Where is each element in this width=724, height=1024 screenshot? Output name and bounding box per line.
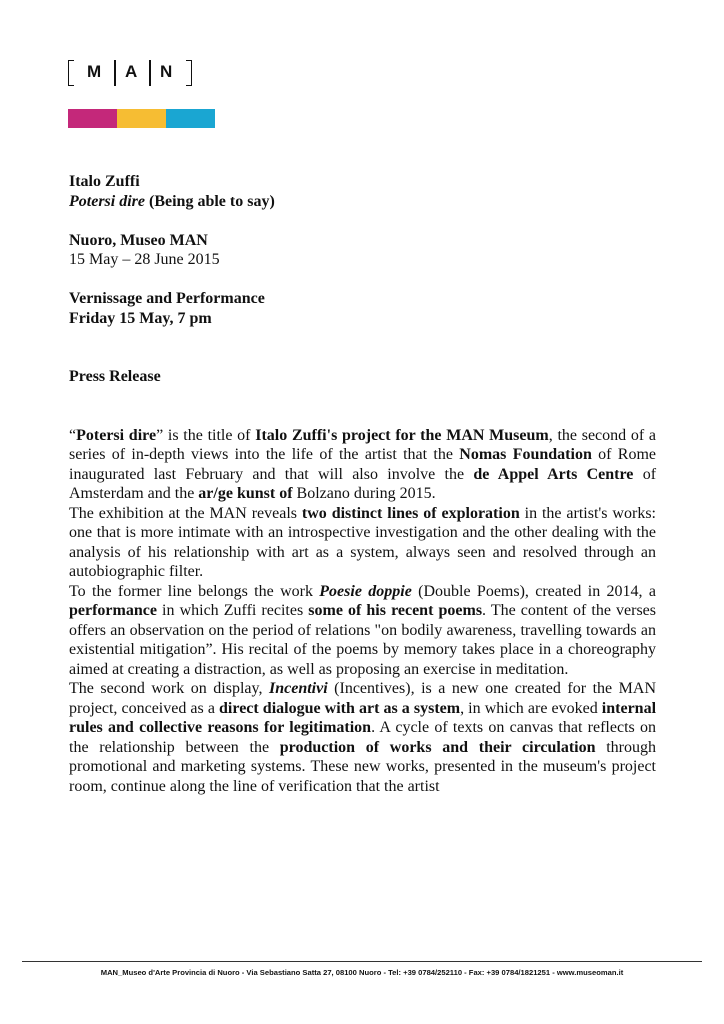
event-time: Friday 15 May, 7 pm [69, 309, 212, 327]
logo-right-bracket [186, 60, 192, 86]
color-swatch-yellow [117, 109, 166, 128]
logo-divider [149, 60, 151, 86]
doc-type: Press Release [69, 368, 161, 385]
artist-name: Italo Zuffi [69, 173, 140, 190]
venue: Nuoro, Museo MAN [69, 231, 208, 249]
venue-block [69, 231, 656, 270]
color-swatch-magenta [68, 109, 117, 128]
paragraph-1: “Potersi dire” is the title of Italo Zuffi's project for the MAN Museum, the second of a series of in-depth views into the life of the artist that the Nomas Foundation of Rome inaugurated last February and that will also involve the de Appel Arts Centre of Amsterdam and the ar/ge kunst of Bolzano during 2015. [69, 426, 657, 502]
event-name: Vernissage and Performance [69, 290, 265, 307]
event-block [69, 289, 656, 328]
logo-letter-m: M [87, 62, 102, 81]
brand-color-bar [68, 109, 215, 128]
footer-address: MAN_Museo d'Arte Provincia di Nuoro - Via Sebastiano Satta 27, 08100 Nuoro - Tel: +39 0784/252110 - Fax: +39 0784/1821251 - www.museoman.it [100, 968, 624, 977]
exhibition-title: Potersi dire (Being able to say) [69, 192, 275, 210]
logo-divider [114, 60, 116, 86]
press-release-body [69, 172, 656, 796]
footer-divider [22, 961, 702, 962]
exhibition-dates: 15 May – 28 June 2015 [69, 251, 220, 268]
logo-left-bracket [68, 60, 74, 86]
doc-type-block [69, 367, 656, 387]
title-block [69, 172, 656, 211]
paragraph-2: The exhibition at the MAN reveals two distinct lines of exploration in the artist's works: one that is more intimate with an introspective investigation and the other dealing with the analysis of his relationship with art as a system, always seen and resolved through an autobiographic filter. [69, 504, 656, 580]
logo-letter-n: N [160, 62, 173, 81]
man-logo [68, 60, 192, 90]
logo-letter-a: A [125, 62, 138, 81]
paragraph-3: To the former line belongs the work Poesie doppie (Double Poems), created in 2014, a performance in which Zuffi recites some of his recent poems. The content of the verses offers an observation on the period of relations "on bodily awareness, travelling towards an existential mitigation”. His recital of the poems by memory takes place in a choreography aimed at creating a distraction, as well as proposing an exercise in meditation. [69, 582, 656, 678]
color-swatch-cyan [166, 109, 215, 128]
paragraph-4: The second work on display, Incentivi (Incentives), is a new one created for the MAN project, conceived as a direct dialogue with art as a system, in which are evoked internal rules and collective reasons for legitimation. A cycle of texts on canvas that reflects on the relationship between the production of works and their circulation through promotional and marketing systems. These new works, presented in the museum's project room, continue along the line of verification that the artist [69, 680, 657, 795]
